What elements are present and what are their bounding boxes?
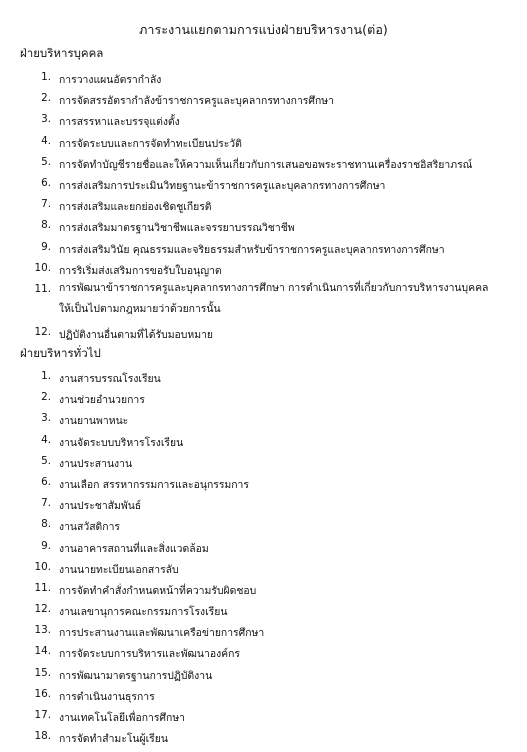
list-item [0,152,527,173]
list-item [0,88,527,109]
list-item-text: งานสวัสดิการ [59,521,120,534]
list-item-text: การจัดระบบและการจัดทำทะเบียนประวัติ [59,137,242,150]
list-item [0,726,527,747]
list-item-text: งานเลขานุการคณะกรรมการโรงเรียน [59,606,228,619]
list-item [0,194,527,215]
list-item-text: งานประชาสัมพันธ์ [59,500,142,513]
list-item [0,705,527,726]
list-item-text: งานช่วยอำนวยการ [59,394,145,407]
list-item-number: 12. [34,325,51,338]
list-item-text: การริเริ่มส่งเสริมการขอรับใบอนุญาต [59,264,222,277]
list-item [0,620,527,641]
list-item [0,279,527,322]
general-task-list [0,366,527,747]
list-item [0,493,527,514]
list-item-number: 8. [41,518,51,531]
list-item [0,557,527,578]
section-heading-general: ฝ่ายบริหารทั่วไป [20,346,101,360]
list-item-text: งานยานพาหนะ [59,415,129,428]
list-item-number: 5. [41,155,51,168]
list-item-text: การสรรหาและบรรจุแต่งตั้ง [59,116,180,129]
list-item [0,451,527,472]
list-item-number: 9. [41,240,51,253]
list-item-text: การจัดทำบัญชีรายชื่อและให้ความเห็นเกี่ยวกับการเสนอขอพระราชทานเครื่องราชอิสริยาภรณ์ [59,158,473,171]
list-item [0,641,527,662]
list-item-number: 13. [34,624,51,637]
list-item [0,599,527,620]
list-item-number: 17. [34,709,51,721]
list-item [0,131,527,152]
list-item-number: 14. [34,645,51,658]
list-item [0,258,527,279]
list-item-number: 16. [34,687,51,700]
list-item [0,109,527,130]
list-item [0,578,527,599]
list-item [0,237,527,258]
section-heading-personnel: ฝ่ายบริหารบุคคล [20,46,104,60]
list-item [0,663,527,684]
list-item-text: การดำเนินงานธุรการ [59,690,155,703]
list-item-text: การจัดทำสำมะโนผู้เรียน [59,733,168,746]
list-item-text: การจัดสรรอัตรากำลังข้าราชการครูและบุคลากรทางการศึกษา [59,95,334,108]
list-item-text: การพัฒนามาตรฐานการปฏิบัติงาน [59,669,213,682]
list-item-text: การจัดระบบการบริหารและพัฒนาองค์กร [59,648,240,661]
list-item-number: 6. [41,176,51,189]
list-item [0,408,527,429]
list-item [0,366,527,387]
list-item-text: การส่งเสริมและยกย่องเชิดชูเกียรติ [59,201,212,214]
personnel-task-list [0,67,527,343]
list-item-number: 2. [41,92,51,105]
list-item-number: 4. [41,134,51,147]
list-item-number: 4. [41,433,51,446]
list-item-text: งานประสานงาน [59,457,133,470]
list-item-number: 10. [34,261,51,274]
list-item-text: การส่งเสริมการประเมินวิทยฐานะข้าราชการครูและบุคลากรทางการศึกษา [59,179,386,192]
list-item-number: 9. [41,539,51,552]
list-item [0,173,527,194]
list-item-number: 2. [41,391,51,404]
list-item-number: 3. [41,113,51,126]
list-item-text: การส่งเสริมวินัย คุณธรรมและจริยธรรมสำหรับข้าราชการครูและบุคลากรทางการศึกษา [59,243,445,256]
list-item-number: 7. [41,497,51,510]
list-item [0,514,527,535]
list-item-text: การส่งเสริมมาตรฐานวิชาชีพและจรรยาบรรณวิชาชีพ [59,222,295,235]
list-item-number: 12. [34,603,51,616]
list-item-text: งานเลือก สรรหากรรมการและอนุกรรมการ [59,478,249,491]
list-item-text: งานสารบรรณโรงเรียน [59,373,161,385]
list-item-number: 6. [41,475,51,488]
list-item [0,684,527,705]
list-item-number: 7. [41,198,51,211]
list-item-number: 8. [41,219,51,232]
list-item-number: 10. [34,560,51,573]
list-item [0,536,527,557]
list-item [0,215,527,236]
list-item [0,67,527,88]
list-item [0,322,527,343]
list-item-number: 1. [41,71,51,83]
list-item-text: การพัฒนาข้าราชการครูและบุคลากรทางการศึกษา การดำเนินการที่เกี่ยวกับการบริหารงานบุคคลให้เป็นไปตามกฎหมายว่าด้วยการนั้น [59,281,489,315]
page-title: ภาระงานแยกตามการแบ่งฝ่ายบริหารงาน(ต่อ) [139,22,388,37]
list-item-text: การประสานงานและพัฒนาเครือข่ายการศึกษา [59,627,265,640]
list-item-text: งานอาคารสถานที่และสิ่งแวดล้อม [59,542,209,555]
list-item-text: ปฏิบัติงานอื่นตามที่ได้รับมอบหมาย [59,328,214,341]
list-item-text: งานนายทะเบียนเอกสารลับ [59,563,179,576]
list-item-number: 15. [34,666,51,679]
list-item-number: 11. [34,282,51,295]
list-item-text: งานเทคโนโลยีเพื่อการศึกษา [59,712,186,724]
list-item [0,387,527,408]
list-item [0,430,527,451]
list-item-number: 18. [34,730,51,743]
list-item-number: 1. [41,370,51,382]
list-item [0,472,527,493]
list-item-text: งานจัดระบบบริหารโรงเรียน [59,436,184,449]
list-item-text: การวางแผนอัตรากำลัง [59,74,162,86]
list-item-number: 5. [41,454,51,467]
list-item-text: การจัดทำคำสั่งกำหนดหน้าที่ความรับผิดชอบ [59,584,257,597]
list-item-number: 3. [41,412,51,425]
list-item-number: 11. [34,581,51,594]
